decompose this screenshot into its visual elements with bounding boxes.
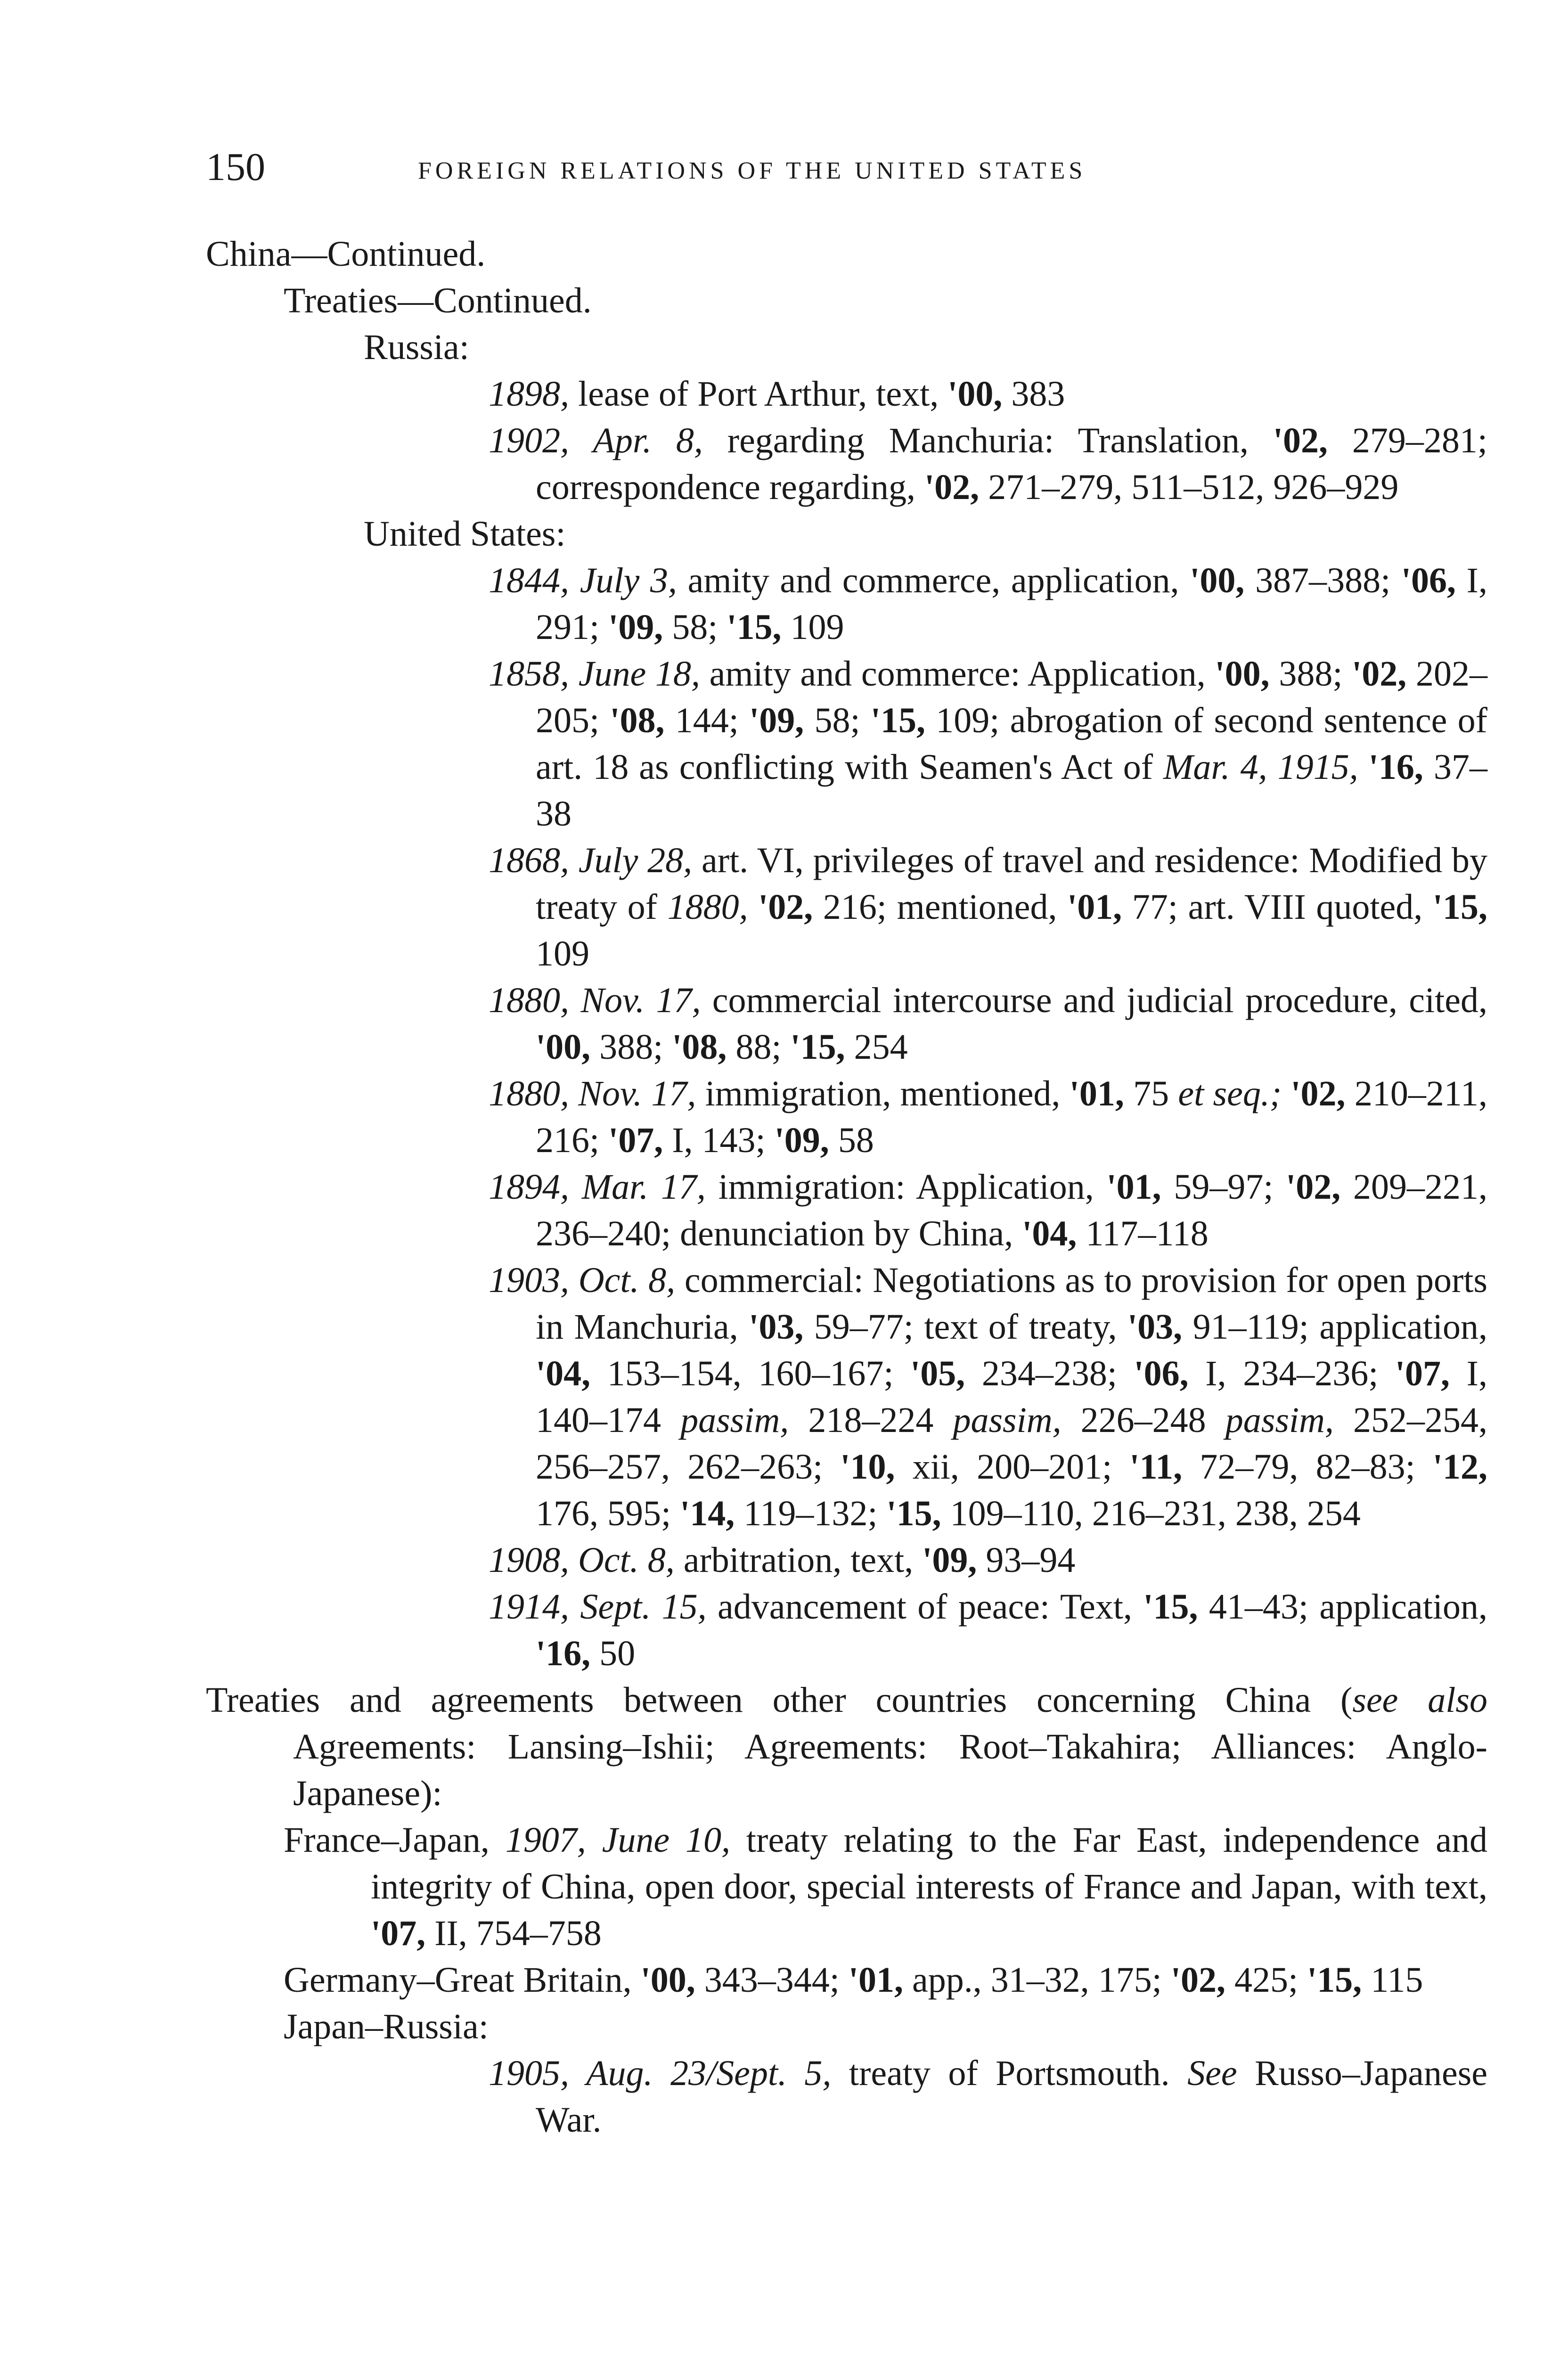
index-entry-us-1844: 1844, July 3, amity and commerce, application, '00, 387–388; '06, I, 291; '09, 58; '15, 109 [489,561,1487,647]
index-entry-us-1914: 1914, Sept. 15, advancement of peace: Text, '15, 41–43; application, '16, 50 [489,1587,1487,1673]
page-header [206,141,1478,193]
index-entry-us-1880-commercial: 1880, Nov. 17, commercial intercourse and judicial procedure, cited, '00, 388; '08, 88; '15, 254 [489,981,1487,1067]
index-entry-france-japan: France–Japan, 1907, June 10, treaty relating to the Far East, independence and integrity of China, open door, special interests of France and Japan, with text, '07, II, 754–758 [284,1820,1487,1953]
page-number: 150 [206,145,265,189]
index-entry-us-1903: 1903, Oct. 8, commercial: Negotiations as to provision for open ports in Manchuria, '03, 59–77; text of treaty, '03, 91–119; application, '04, 153–154, 160–167; '05, 234–238; '06, I, 234–236; '07, I, 140–174 passim, 218–224 passim, 226–248 passim, 252–254, 256–257, 262–263; '10, xii, 200–201; '11, 72–79, 82–83; '12, 176, 595; '14, 119–132; '15, 109–110, 216–231, 238, 254 [489,1260,1488,1533]
index-subheading-treaties: Treaties—Continued. [284,281,592,320]
index-heading-china: China—Continued. [206,234,486,274]
index-heading-other-treaties: Treaties and agreements between other countries concerning China (see also Agreements: Lansing–Ishii; Agreements: Root–Takahira; Alliances: Anglo-Japanese): [206,1680,1487,1813]
index-entry-us-1894: 1894, Mar. 17, immigration: Application, '01, 59–97; '02, 209–221, 236–240; denunciation by China, '04, 117–118 [489,1167,1488,1253]
index-subheading-united-states: United States: [364,514,566,554]
index-entry-us-1868: 1868, July 28, art. VI, privileges of travel and residence: Modified by treaty of 1880, '02, 216; mentioned, '01, 77; art. VIII quoted, '15, 109 [489,841,1488,973]
index-entry-russia-1902: 1902, Apr. 8, regarding Manchuria: Translation, '02, 279–281; correspondence regarding, '02, 271–279, 511–512, 926–929 [489,421,1487,507]
index-entry-germany-great-britain: Germany–Great Britain, '00, 343–344; '01, app., 31–32, 175; '02, 425; '15, 115 [284,1960,1423,2000]
index-entry-us-1858: 1858, June 18, amity and commerce: Application, '00, 388; '02, 202–205; '08, 144; '09, 58; '15, 109; abrogation of second sentence of art. 18 as conflicting with Seamen's Act of Mar. 4, 1915, '16, 37–38 [489,654,1488,834]
index-subheading-japan-russia: Japan–Russia: [284,2007,489,2046]
index-body [206,231,1487,2143]
index-entry-us-1880-immigration: 1880, Nov. 17, immigration, mentioned, '01, 75 et seq.; '02, 210–211, 216; '07, I, 143; '09, 58 [489,1074,1488,1160]
index-entry-russia-1898: 1898, lease of Port Arthur, text, '00, 383 [489,374,1065,414]
index-entry-us-1908: 1908, Oct. 8, arbitration, text, '09, 93–94 [489,1540,1076,1580]
running-title: FOREIGN RELATIONS OF THE UNITED STATES [418,157,1086,184]
index-subheading-russia: Russia: [364,327,469,367]
index-entry-japan-russia-1905: 1905, Aug. 23/Sept. 5, treaty of Portsmouth. See Russo–Japanese War. [489,2053,1488,2140]
